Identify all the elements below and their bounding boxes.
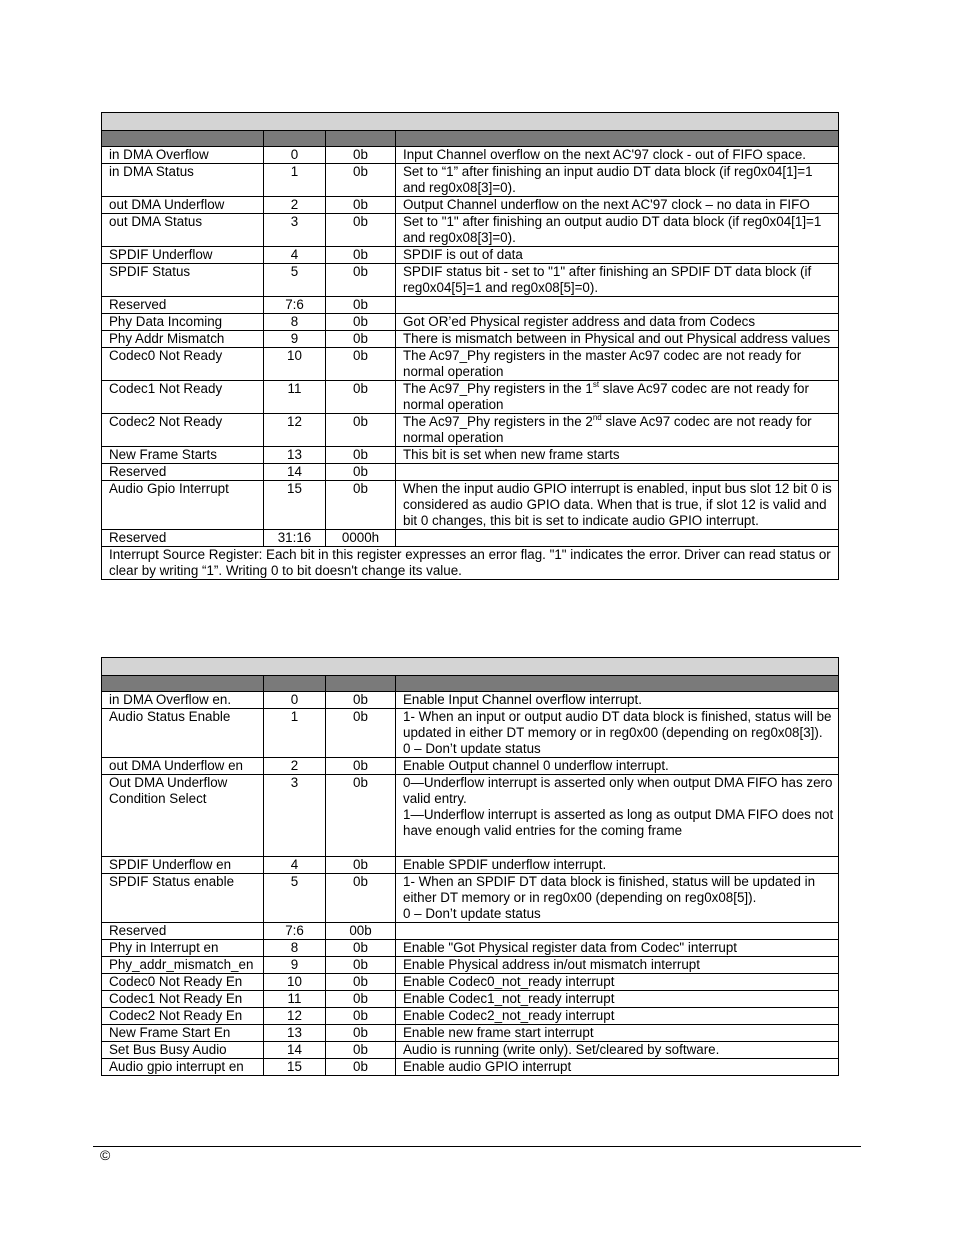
table-title-bar <box>102 658 839 676</box>
table-row: Phy Addr Mismatch 9 0b There is mismatch between in Physical and out Physical address values <box>102 331 839 348</box>
table-row: Codec0 Not Ready 10 0b The Ac97_Phy registers in the master Ac97 codec are not ready for normal operation <box>102 348 839 381</box>
table-row: Audio Gpio Interrupt 15 0b When the input audio GPIO interrupt is enabled, input bus slot 12 bit 0 is considered as audio GPIO data. When that is true, if slot 12 is valid and bit 0 changes, this bit is set to indicate audio GPIO interrupt. <box>102 481 839 530</box>
table-row: out DMA Status 3 0b Set to "1" after finishing an output audio DT data block (if reg0x04[1]=1 and reg0x08[3]=0). <box>102 214 839 247</box>
table-row: in DMA Status 1 0b Set to “1” after finishing an input audio DT data block (if reg0x04[1]=1 and reg0x08[3]=0). <box>102 164 839 197</box>
table-row: SPDIF Underflow 4 0b SPDIF is out of data <box>102 247 839 264</box>
table-header-row <box>102 676 839 692</box>
table-row: New Frame Starts 13 0b This bit is set when new frame starts <box>102 447 839 464</box>
table-header-row <box>102 131 839 147</box>
table-row: in DMA Overflow en. 0 0b Enable Input Channel overflow interrupt. <box>102 692 839 709</box>
table-row: Reserved 31:16 0000h <box>102 530 839 547</box>
table-title-bar <box>102 113 839 131</box>
table-row: Codec1 Not Ready En 11 0b Enable Codec1_not_ready interrupt <box>102 991 839 1008</box>
table-row: Reserved 14 0b <box>102 464 839 481</box>
register-note: Interrupt Source Register: Each bit in this register expresses an error flag. "1" indicates the error. Driver can read status or clear by writing “1”. Writing 0 to bit doesn't change its value. <box>102 547 839 580</box>
footer-divider <box>93 1146 861 1147</box>
table-row: Codec2 Not Ready 12 0b The Ac97_Phy registers in the 2nd slave Ac97 codec are not ready for normal operation <box>102 414 839 447</box>
table-row: Codec2 Not Ready En 12 0b Enable Codec2_not_ready interrupt <box>102 1008 839 1025</box>
table-row: Reserved 7:6 0b <box>102 297 839 314</box>
table-row: Phy in Interrupt en 8 0b Enable "Got Physical register data from Codec" interrupt <box>102 940 839 957</box>
table-row: in DMA Overflow 0 0b Input Channel overflow on the next AC'97 clock - out of FIFO space. <box>102 147 839 164</box>
table-row: New Frame Start En 13 0b Enable new frame start interrupt <box>102 1025 839 1042</box>
table-row: Audio gpio interrupt en 15 0b Enable audio GPIO interrupt <box>102 1059 839 1076</box>
table-row: Set Bus Busy Audio 14 0b Audio is running (write only). Set/cleared by software. <box>102 1042 839 1059</box>
table-row: out DMA Underflow 2 0b Output Channel underflow on the next AC'97 clock – no data in FIFO <box>102 197 839 214</box>
table-row: Reserved 7:6 00b <box>102 923 839 940</box>
table-row: Codec1 Not Ready 11 0b The Ac97_Phy registers in the 1st slave Ac97 codec are not ready for normal operation <box>102 381 839 414</box>
table-row: out DMA Underflow en 2 0b Enable Output channel 0 underflow interrupt. <box>102 758 839 775</box>
table-row: Codec0 Not Ready En 10 0b Enable Codec0_not_ready interrupt <box>102 974 839 991</box>
copyright-symbol: © <box>100 1147 111 1163</box>
table-row: Phy Data Incoming 8 0b Got OR’ed Physical register address and data from Codecs <box>102 314 839 331</box>
table-row: Phy_addr_mismatch_en 9 0b Enable Physical address in/out mismatch interrupt <box>102 957 839 974</box>
table-row: Audio Status Enable 1 0b 1- When an input or output audio DT data block is finished, status will be updated in either DT memory or in reg0x00 (depending on reg0x08[3]). 0 – Don’t update status <box>102 709 839 758</box>
interrupt-source-register-table <box>101 112 839 580</box>
table-row: SPDIF Status 5 0b SPDIF status bit - set to "1" after finishing an SPDIF DT data block (if reg0x04[5]=1 and reg0x08[5]=0). <box>102 264 839 297</box>
table-row: SPDIF Status enable 5 0b 1- When an SPDIF DT data block is finished, status will be updated in either DT memory or in reg0x00 (depending on reg0x08[5]). 0 – Don’t update status <box>102 874 839 923</box>
table-row: SPDIF Underflow en 4 0b Enable SPDIF underflow interrupt. <box>102 857 839 874</box>
interrupt-enable-register-table <box>101 657 839 1076</box>
register-note-row <box>102 547 839 580</box>
table-row: Out DMA Underflow Condition Select 3 0b 0—Underflow interrupt is asserted only when output DMA FIFO has zero valid entry. 1—Underflow interrupt is asserted as long as output DMA FIFO does not have enough valid entries for the coming frame <box>102 775 839 857</box>
